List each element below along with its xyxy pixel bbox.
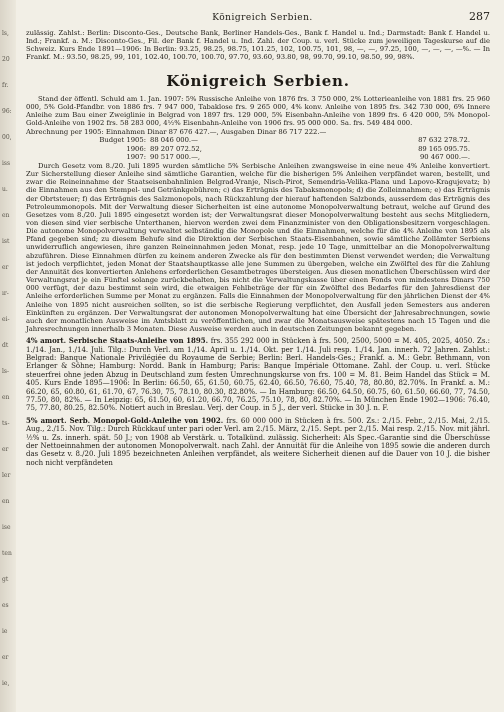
- budget-income: 90 517 000.—,: [150, 152, 201, 161]
- budget-expense: 89 165 095.75.: [418, 144, 470, 153]
- adjacent-page-gutter: [0, 0, 16, 712]
- loan-1902-title: 5% amort. Serb. Monopol-Gold-Anleihe von 1902.: [26, 415, 224, 425]
- gutter-fragment: ır-: [2, 290, 9, 297]
- loan-1895-entry: [26, 337, 490, 413]
- gutter-fragment: ie: [2, 628, 8, 635]
- gutter-fragment: dt: [2, 342, 9, 349]
- top-paragraph: zulässig. Zahlst.: Berlin: Disconto-Ges., Deutsche Bank, Berliner Handels-Ges., Bank f. Handel u. Ind.; Darmstadt: Bank f. Handel u. Ind.; Frankf. a. M.: Disconto-Ges., Fil. der Bank f. Handel u. Ind. Zahl. der Coup. u. verl. Stücke zum jeweiligen Tageskurse auf die Schweiz. Kurs Ende 1891—1906: In Berlin: 93.25, 98.25, 98.75, 101.25, 102, 100.75, 101, 98, —, —, 97.25, 100, —, —, —, —%. — In Frankf. M.: 93.50, 98.25, 99, 101, 102.40, 100.70, 100.70, 97.70, 93.60, 93.80, 98, 99.70, 99.10, 98.50, 99, 98%.: [26, 29, 490, 62]
- gutter-fragment: ten: [2, 550, 12, 557]
- gutter-fragment: ist: [2, 238, 10, 245]
- gutter-fragment: en: [2, 394, 10, 401]
- budget-row: [26, 136, 490, 144]
- section-title: Königreich Serbien.: [166, 71, 350, 90]
- running-head: Königreich Serbien.: [212, 13, 313, 23]
- debt-paragraph: Stand der öffentl. Schuld am 1. Jan. 1907: 5% Russische Anleihe von 1876 frs. 3 750 000, 2% Lotterieanleihe von 1881 frs. 25 960 000, 5% Gold-Pfandbr. von 1886 frs. 7 947 000, Tabaklose frs. 9 265 000, 4% konv. Anleihe von 1895 frs. 342 730 000, 6% Innere Anleihe zum Bau einer Zweiglinie in Belgrad von 1897 frs. 129 000, 5% Eisenbahn-Anleihe von 1899 frs. 6 420 000, 5% Monopol-Gold-Anleihe von 1902 frs. 58 283 000, 4½% Eisenbahn-Anleihe von 1906 frs. 95 000 000. Sa. frs. 549 484 000.: [26, 94, 490, 128]
- gutter-fragment: 00,: [2, 134, 12, 141]
- gutter-fragment: fr.: [2, 82, 9, 89]
- gutter-fragment: ls,: [2, 30, 9, 37]
- gutter-fragment: er: [2, 264, 9, 271]
- gutter-fragment: ts-: [2, 420, 10, 427]
- budget-intro: Abrechnung per 1905: Einnahmen Dinar 87 676 427.—, Ausgaben Dinar 86 717 222.—: [26, 128, 327, 137]
- budget-income: 89 207 072.52,: [150, 144, 202, 153]
- gutter-fragment: iss: [2, 160, 11, 167]
- budget-expense: 87 632 278.72.: [418, 136, 470, 145]
- gutter-fragment: en: [2, 212, 10, 219]
- loan-1895-title: 4% amort. Serbische Staats-Anleihe von 1895.: [26, 336, 209, 346]
- gutter-fragment: ise: [2, 524, 11, 531]
- gutter-fragment: es: [2, 602, 9, 609]
- budget-row: [26, 153, 490, 161]
- budget-label: 1906:: [126, 144, 146, 153]
- budget-table: [26, 128, 490, 161]
- loan-1902-text: frs. 60 000 000 in Stücken à frs. 500. Zs.: 2./15. Febr., 2./15. Mai, 2./15. Aug., 2./15. Nov. Tilg.: Durch Rückkauf unter pari oder Verl. am 2./15. März, 2./15. Sept. per 2./15. Mai resp. 2./15. Nov. mit jährl. ½% u. Zs. innerh. spät. 50 J.; von 1908 ab Verstärk. u. Totalkünd. zulässig. Sicherheit: Als Spec.-Garantie sind die Überschüsse der Nettoeinnahmen der autonomen Monopolverwalt. nach Zahl. der Annuität für die Anleihe von 1895 sowie die anderen durch das Gesetz v. 8./20. Juli 1895 bezeichneten Anleihen verpfändet, als weitere Sicherheit dienen auf die Dauer von 10 J. die bisher noch nicht verpfändeten: [26, 416, 490, 467]
- gutter-fragment: ei-: [2, 316, 10, 323]
- gutter-fragment: er: [2, 446, 9, 453]
- gutter-fragment: en: [2, 498, 10, 505]
- gutter-fragment: gt: [2, 576, 9, 583]
- gutter-fragment: u.: [2, 186, 8, 193]
- budget-income: 88 046 000.—: [150, 136, 198, 145]
- gutter-fragment: 20: [2, 56, 10, 63]
- page-header: [26, 10, 490, 23]
- budget-expense: 90 467 000.—.: [419, 152, 470, 161]
- loan-1895-text: frs. 355 292 000 in Stücken à frs. 500, 2500, 5000 = M. 405, 2025, 4050. Zs.: 1./14. Jan., 1./14. Juli. Tilg.: Durch Verl. am 1./14. April u. 1./14. Okt. per 1./14. Juli resp. 1./14. Jan. innerh. 72 Jahren. Zahlst.: Belgrad: Banque Nationale Privilégiée du Royaume de Serbie; Berlin: Berl. Handels-Ges.; Frankf. a. M.: Gebr. Bethmann, von Erlanger & Söhne; Hamburg: Nordd. Bank in Hamburg; Paris: Banque Impériale Ottomane. Zahl. der Coup. u. verl. Stücke steuerfrei ohne jeden Abzug in Deutschland zum festen Umrechnungskurse von frs. 100 = M. 81. Beim Handel das Stück = M. 405. Kurs Ende 1895—1906: In Berlin: 66.50, 65, 61.50, 60.75, 62.40, 66.50, 76.60, 75.40, 78, 80.80, 82.70%. In Frankf. a. M.: 66.20, 65, 60.80, 61, 61.70, 67, 76.30, 75, 78.10, 80.30, 82.80%. — In Hamburg: 66.50, 64.50, 60.75, 60, 61.50, 66.60, 77, 74.50, 77.50, 80, 82%. — In Leipzig: 65, 61.50, 60, 61.20, 66.70, 76.25, 75.10, 78, 80, 82.70%. — In München Ende 1902—1906: 76.40, 75, 77.80, 80.25, 82.50%. Notiert auch in Breslau. Verj. der Coup. in 5 J., der verl. Stücke in 30 J. n. F.: [26, 337, 491, 413]
- budget-label: 1907:: [126, 152, 146, 161]
- gutter-fragment: ie,: [2, 680, 10, 687]
- gutter-fragment: ler: [2, 472, 11, 479]
- budget-row: [26, 145, 490, 153]
- law-paragraph: Durch Gesetz vom 8./20. Juli 1895 wurden sämtliche 5% Serbische Anleihen zwangsweise in eine neue 4% Anleihe konvertiert. Zur Sicherstellung dieser Anleihe sind sämtliche Garantien, welche für die bisherigen 5% Anleihen verpfändet waren, bestellt, und zwar die Reineinnahme der Staatseisenbahnlinien Belgrad-Vranje, Nisch-Pirot, Semendria-Velika-Plana und Lapovo-Kragujevatz; b) die Einnahmen aus den Stempel- und Getränkgebühren; c) das Erträgnis des Tabaksmonopols; d) die Zolleinnahmen; e) das Erträgnis der Obrtsteuer; f) das Erträgnis des Salzmonopols, nach Rückzahlung der hierauf haftenden Salzbonds, ausserdem das Erträgnis des Petroleummonopols. Mit der Verwaltung dieser Sicherheiten ist eine autonome Monopolverwaltung betraut, welche auf Grund des Gesetzes vom 8./20. Juli 1895 eingesetzt worden ist; der Verwaltungsrat dieser Monopolverwaltung besteht aus sechs Mitgliedern, von diesen sind vier serbische Unterthanen, hiervon werden zwei dem Finanzminister von den Obligationsbesitzern vorgeschlagen. Die autonome Monopolverwaltung verwaltet selbständig die Monopole und die Einnahmen, welche für die 4% Anleihe von 1895 als Pfand gegeben sind; zu diesem Behufe sind die Direktion der Serbischen Staats-Eisenbahnen, sowie sämtliche Zollämter Serbiens unwiderruflich angewiesen, ihre ganzen Reineinnahmen jeden Monat, resp. jede 10 Tage, unmittelbar an die Monopolverwaltung abzuführen. Diese Einnahmen dürfen zu keinem anderen Zwecke als für den bestimmten Dienst verwendet werden; die Verwaltung ist jedoch verpflichtet, jeden Monat der Staatshauptkasse alle jene Summen zu übergeben, welche ein Zwölftel des für die Zahlung der Annuität des konvertierten Anlehens erforderlichen Gesamtbetrages übersteigen. Aus diesen monatlichen Überschüssen wird der Verwaltungsrat je ein Fünftel solange zurückbehalten, bis nicht die Verwaltungskasse über einen Fonds von mindestens Dinars 750 000 verfügt, der dazu bestimmt sein wird, die etwaigen Fehlbeträge der für ein Zwölftel des Bedarfes für den Jahresdienst der Anleihe erforderlichen Summe per Monat zu ergänzen. Falls die Einnahmen der Monopolverwaltung für den jährlichen Dienst der 4% Anleihe von 1895 nicht ausreichen sollten, so ist die serbische Regierung verpflichtet, den Ausfall jeden Semesters aus anderen Einkünften zu ergänzen. Der Verwaltungsrat der autonomen Monopolverwaltung hat eine Übersicht der Jahresabrechnungen, sowie auch der monatlichen Ausweise im Amtsblatt zu veröffentlichen, und zwar die Monatsausweise spätestens nach 15 Tagen und die Jahresrechnungen innerhalb 3 Monaten. Diese Ausweise werden auch in deutschen Zeitungen bekannt gegeben.: [26, 161, 490, 333]
- gutter-fragment: ls-: [2, 368, 10, 375]
- gutter-fragment: er: [2, 654, 9, 661]
- budget-label: Budget 1905:: [99, 136, 146, 145]
- gutter-fragment: 96:: [2, 108, 12, 115]
- page-number: 287: [469, 10, 490, 23]
- loan-1902-entry: [26, 417, 490, 467]
